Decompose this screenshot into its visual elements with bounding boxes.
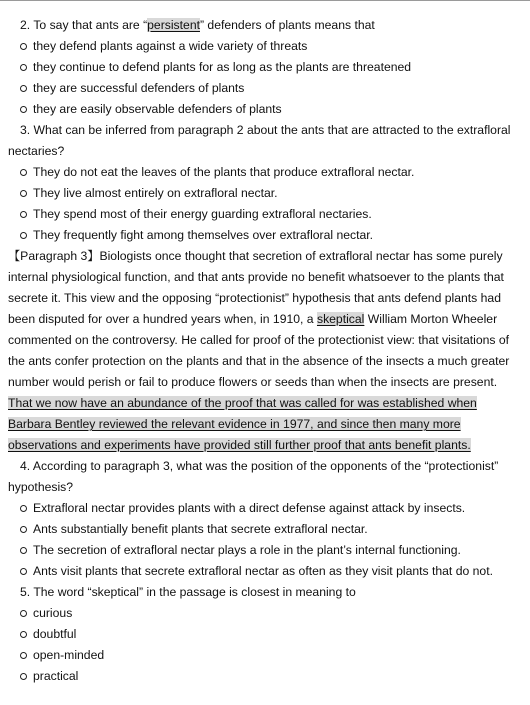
- radio-icon[interactable]: [20, 64, 27, 71]
- question-4-option-1[interactable]: Extrafloral nectar provides plants with a direct defense against attack by insects.: [8, 498, 518, 519]
- question-4-text-cont: hypothesis?: [8, 480, 74, 494]
- paragraph-3: [8, 246, 518, 456]
- radio-icon[interactable]: [20, 106, 27, 113]
- question-5-option-2[interactable]: doubtful: [8, 624, 518, 645]
- question-2-option-2[interactable]: they continue to defend plants for as long as the plants are threatened: [8, 57, 518, 78]
- question-3-text: 3. What can be inferred from paragraph 2 about the ants that are attracted to the extrafloral: [20, 123, 511, 137]
- question-2-prefix: 2. To say that ants are “: [20, 18, 148, 32]
- paragraph-3-text-a: 【Paragraph 3】Biologists once thought that secretion of extrafloral nectar has some purely internal physiological function, and that ants provide no benefit whatsoever to the plants that secrete it. This view and the opposing “protectionist” hypothesis that ants defend plants had been disputed for over a hundred years when, in 1910, a: [8, 249, 504, 326]
- question-3-option-1[interactable]: They do not eat the leaves of the plants that produce extrafloral nectar.: [8, 162, 518, 183]
- question-5-option-4[interactable]: practical: [8, 666, 518, 687]
- question-2-option-1[interactable]: they defend plants against a wide variety of threats: [8, 36, 518, 57]
- question-5-text: 5. The word “skeptical” in the passage is closest in meaning to: [20, 585, 356, 599]
- question-3-text-cont: nectaries?: [8, 144, 65, 158]
- question-2-option-3[interactable]: they are successful defenders of plants: [8, 78, 518, 99]
- radio-icon[interactable]: [20, 232, 27, 239]
- radio-icon[interactable]: [20, 568, 27, 575]
- radio-icon[interactable]: [20, 190, 27, 197]
- question-2-suffix: ” defenders of plants means that: [199, 18, 375, 32]
- radio-icon[interactable]: [20, 85, 27, 92]
- question-4-option-2[interactable]: Ants substantially benefit plants that secrete extrafloral nectar.: [8, 519, 518, 540]
- radio-icon[interactable]: [20, 43, 27, 50]
- radio-icon[interactable]: [20, 526, 27, 533]
- paragraph-3-text-b: William Morton Wheeler commented on the controversy. He called for proof of the protectionist view: that visitations of the ants confer protection on the plants and that in the absence of the insects a much greater number would perish or fail to produce flowers or seeds than when the insects are present.: [8, 312, 510, 389]
- radio-icon[interactable]: [20, 169, 27, 176]
- reading-page: [0, 1, 530, 687]
- highlighted-word-skeptical: skeptical: [316, 312, 365, 326]
- question-3-option-3[interactable]: They spend most of their energy guarding extrafloral nectaries.: [8, 204, 518, 225]
- highlighted-word-persistent: persistent: [147, 18, 200, 32]
- question-5-option-3[interactable]: open-minded: [8, 645, 518, 666]
- question-2-option-4[interactable]: they are easily observable defenders of plants: [8, 99, 518, 120]
- radio-icon[interactable]: [20, 673, 27, 680]
- radio-icon[interactable]: [20, 610, 27, 617]
- question-4-option-3[interactable]: The secretion of extrafloral nectar plays a role in the plant’s internal functioning.: [8, 540, 518, 561]
- question-3-option-2[interactable]: They live almost entirely on extrafloral nectar.: [8, 183, 518, 204]
- radio-icon[interactable]: [20, 652, 27, 659]
- radio-icon[interactable]: [20, 547, 27, 554]
- radio-icon[interactable]: [20, 505, 27, 512]
- highlighted-sentence: That we now have an abundance of the proof that was called for was established when Barbara Bentley reviewed the relevant evidence in 1977, and since then many more observations and experiments have provided still further proof that ants benefit plants.: [8, 396, 477, 452]
- question-4-text: 4. According to paragraph 3, what was the position of the opponents of the “protectionist”: [20, 459, 499, 473]
- question-5-option-1[interactable]: curious: [8, 603, 518, 624]
- radio-icon[interactable]: [20, 631, 27, 638]
- radio-icon[interactable]: [20, 211, 27, 218]
- question-3-option-4[interactable]: They frequently fight among themselves over extrafloral nectar.: [8, 225, 518, 246]
- question-2: [8, 15, 518, 36]
- question-4-option-4[interactable]: Ants visit plants that secrete extrafloral nectar as often as they visit plants that do not.: [8, 561, 518, 582]
